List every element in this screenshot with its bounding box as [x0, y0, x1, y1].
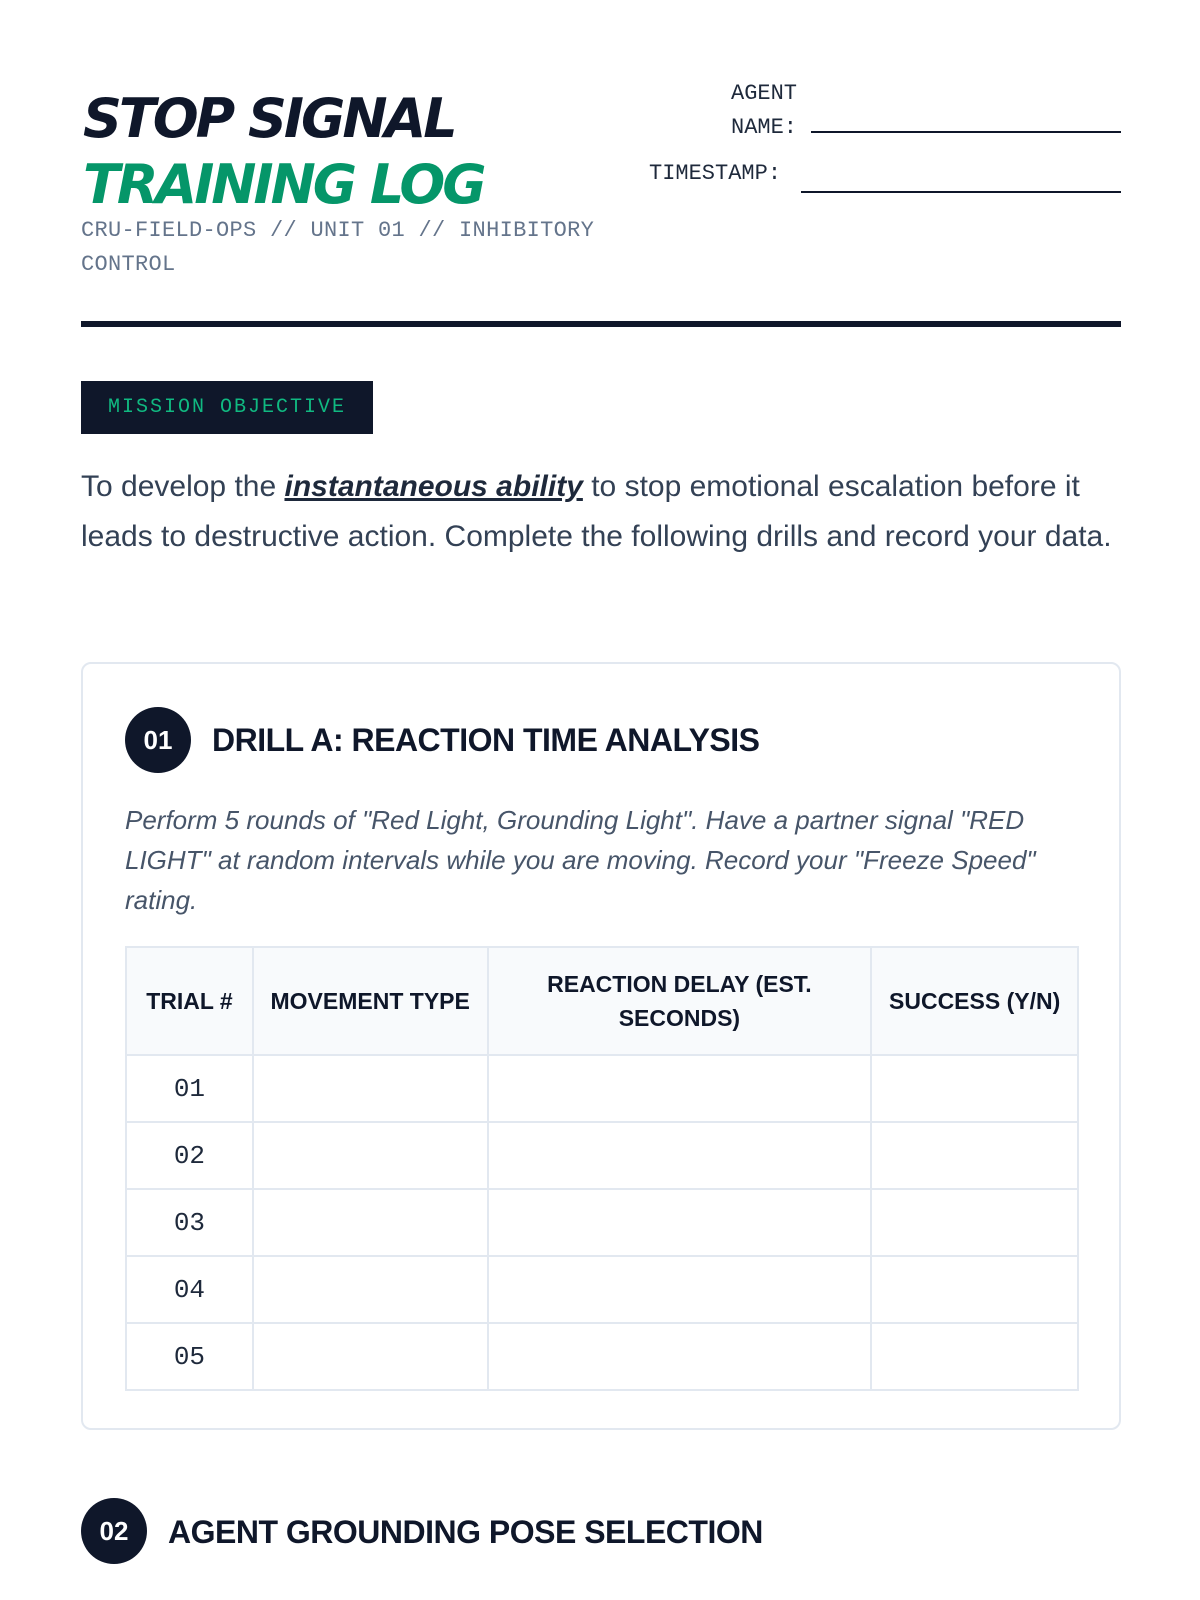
success-cell[interactable]	[871, 1055, 1078, 1122]
title-line-1: STOP SIGNAL	[83, 87, 455, 150]
table-row	[126, 1189, 1078, 1256]
mission-objective-badge: MISSION OBJECTIVE	[81, 381, 373, 434]
column-header-success: SUCCESS (Y/N)	[871, 947, 1078, 1055]
agent-name-label-line1: AGENT	[731, 81, 798, 106]
table-row	[126, 1122, 1078, 1189]
drill-a-instructions: Perform 5 rounds of "Red Light, Grounding Light". Have a partner signal "RED LIGHT" at random intervals while you are moving. Record your "Freeze Speed" rating.	[125, 805, 1036, 915]
movement-type-cell[interactable]	[253, 1122, 488, 1189]
timestamp-field[interactable]	[801, 191, 1121, 193]
table-row	[126, 1256, 1078, 1323]
timestamp-label: TIMESTAMP:	[649, 161, 782, 186]
trial-number: 04	[126, 1256, 253, 1323]
drill-number-badge: 01	[125, 707, 191, 773]
movement-type-cell[interactable]	[253, 1189, 488, 1256]
movement-type-cell[interactable]	[253, 1256, 488, 1323]
column-header-reaction-delay: REACTION DELAY (EST. SECONDS)	[488, 947, 872, 1055]
column-header-trial: TRIAL #	[126, 947, 253, 1055]
reaction-delay-cell[interactable]	[488, 1055, 872, 1122]
trial-number: 05	[126, 1323, 253, 1390]
column-header-movement-type: MOVEMENT TYPE	[253, 947, 488, 1055]
drill-a-card	[81, 662, 1121, 1430]
section-02-title: AGENT GROUNDING POSE SELECTION	[168, 1514, 763, 1550]
section-02-number-badge: 02	[81, 1498, 147, 1564]
mission-text-end: to stop emotional escalation before it leads to destructive action. Complete the following drills and record your data.	[81, 470, 1112, 553]
success-cell[interactable]	[871, 1256, 1078, 1323]
header-divider	[81, 321, 1121, 327]
reaction-delay-cell[interactable]	[488, 1189, 872, 1256]
drill-a-title: DRILL A: REACTION TIME ANALYSIS	[212, 722, 760, 758]
trial-number: 03	[126, 1189, 253, 1256]
reaction-time-table	[125, 946, 1079, 1391]
reaction-delay-cell[interactable]	[488, 1256, 872, 1323]
mission-objective-text	[81, 462, 1131, 562]
success-cell[interactable]	[871, 1189, 1078, 1256]
agent-name-field[interactable]	[811, 131, 1121, 133]
trial-number: 01	[126, 1055, 253, 1122]
mission-text-emphasis: instantaneous ability	[284, 470, 583, 503]
subtitle: CRU-FIELD-OPS // UNIT 01 // INHIBITORY CONTROL	[81, 218, 595, 277]
agent-name-label-line2: NAME:	[731, 115, 798, 140]
trial-number: 02	[126, 1122, 253, 1189]
movement-type-cell[interactable]	[253, 1055, 488, 1122]
movement-type-cell[interactable]	[253, 1323, 488, 1390]
success-cell[interactable]	[871, 1323, 1078, 1390]
table-header-row	[126, 947, 1078, 1055]
table-row	[126, 1323, 1078, 1390]
reaction-delay-cell[interactable]	[488, 1323, 872, 1390]
header	[81, 80, 1121, 326]
success-cell[interactable]	[871, 1122, 1078, 1189]
table-row	[126, 1055, 1078, 1122]
mission-text-start: To develop the	[81, 470, 285, 503]
title-line-2: TRAINING LOG	[83, 153, 484, 216]
reaction-delay-cell[interactable]	[488, 1122, 872, 1189]
